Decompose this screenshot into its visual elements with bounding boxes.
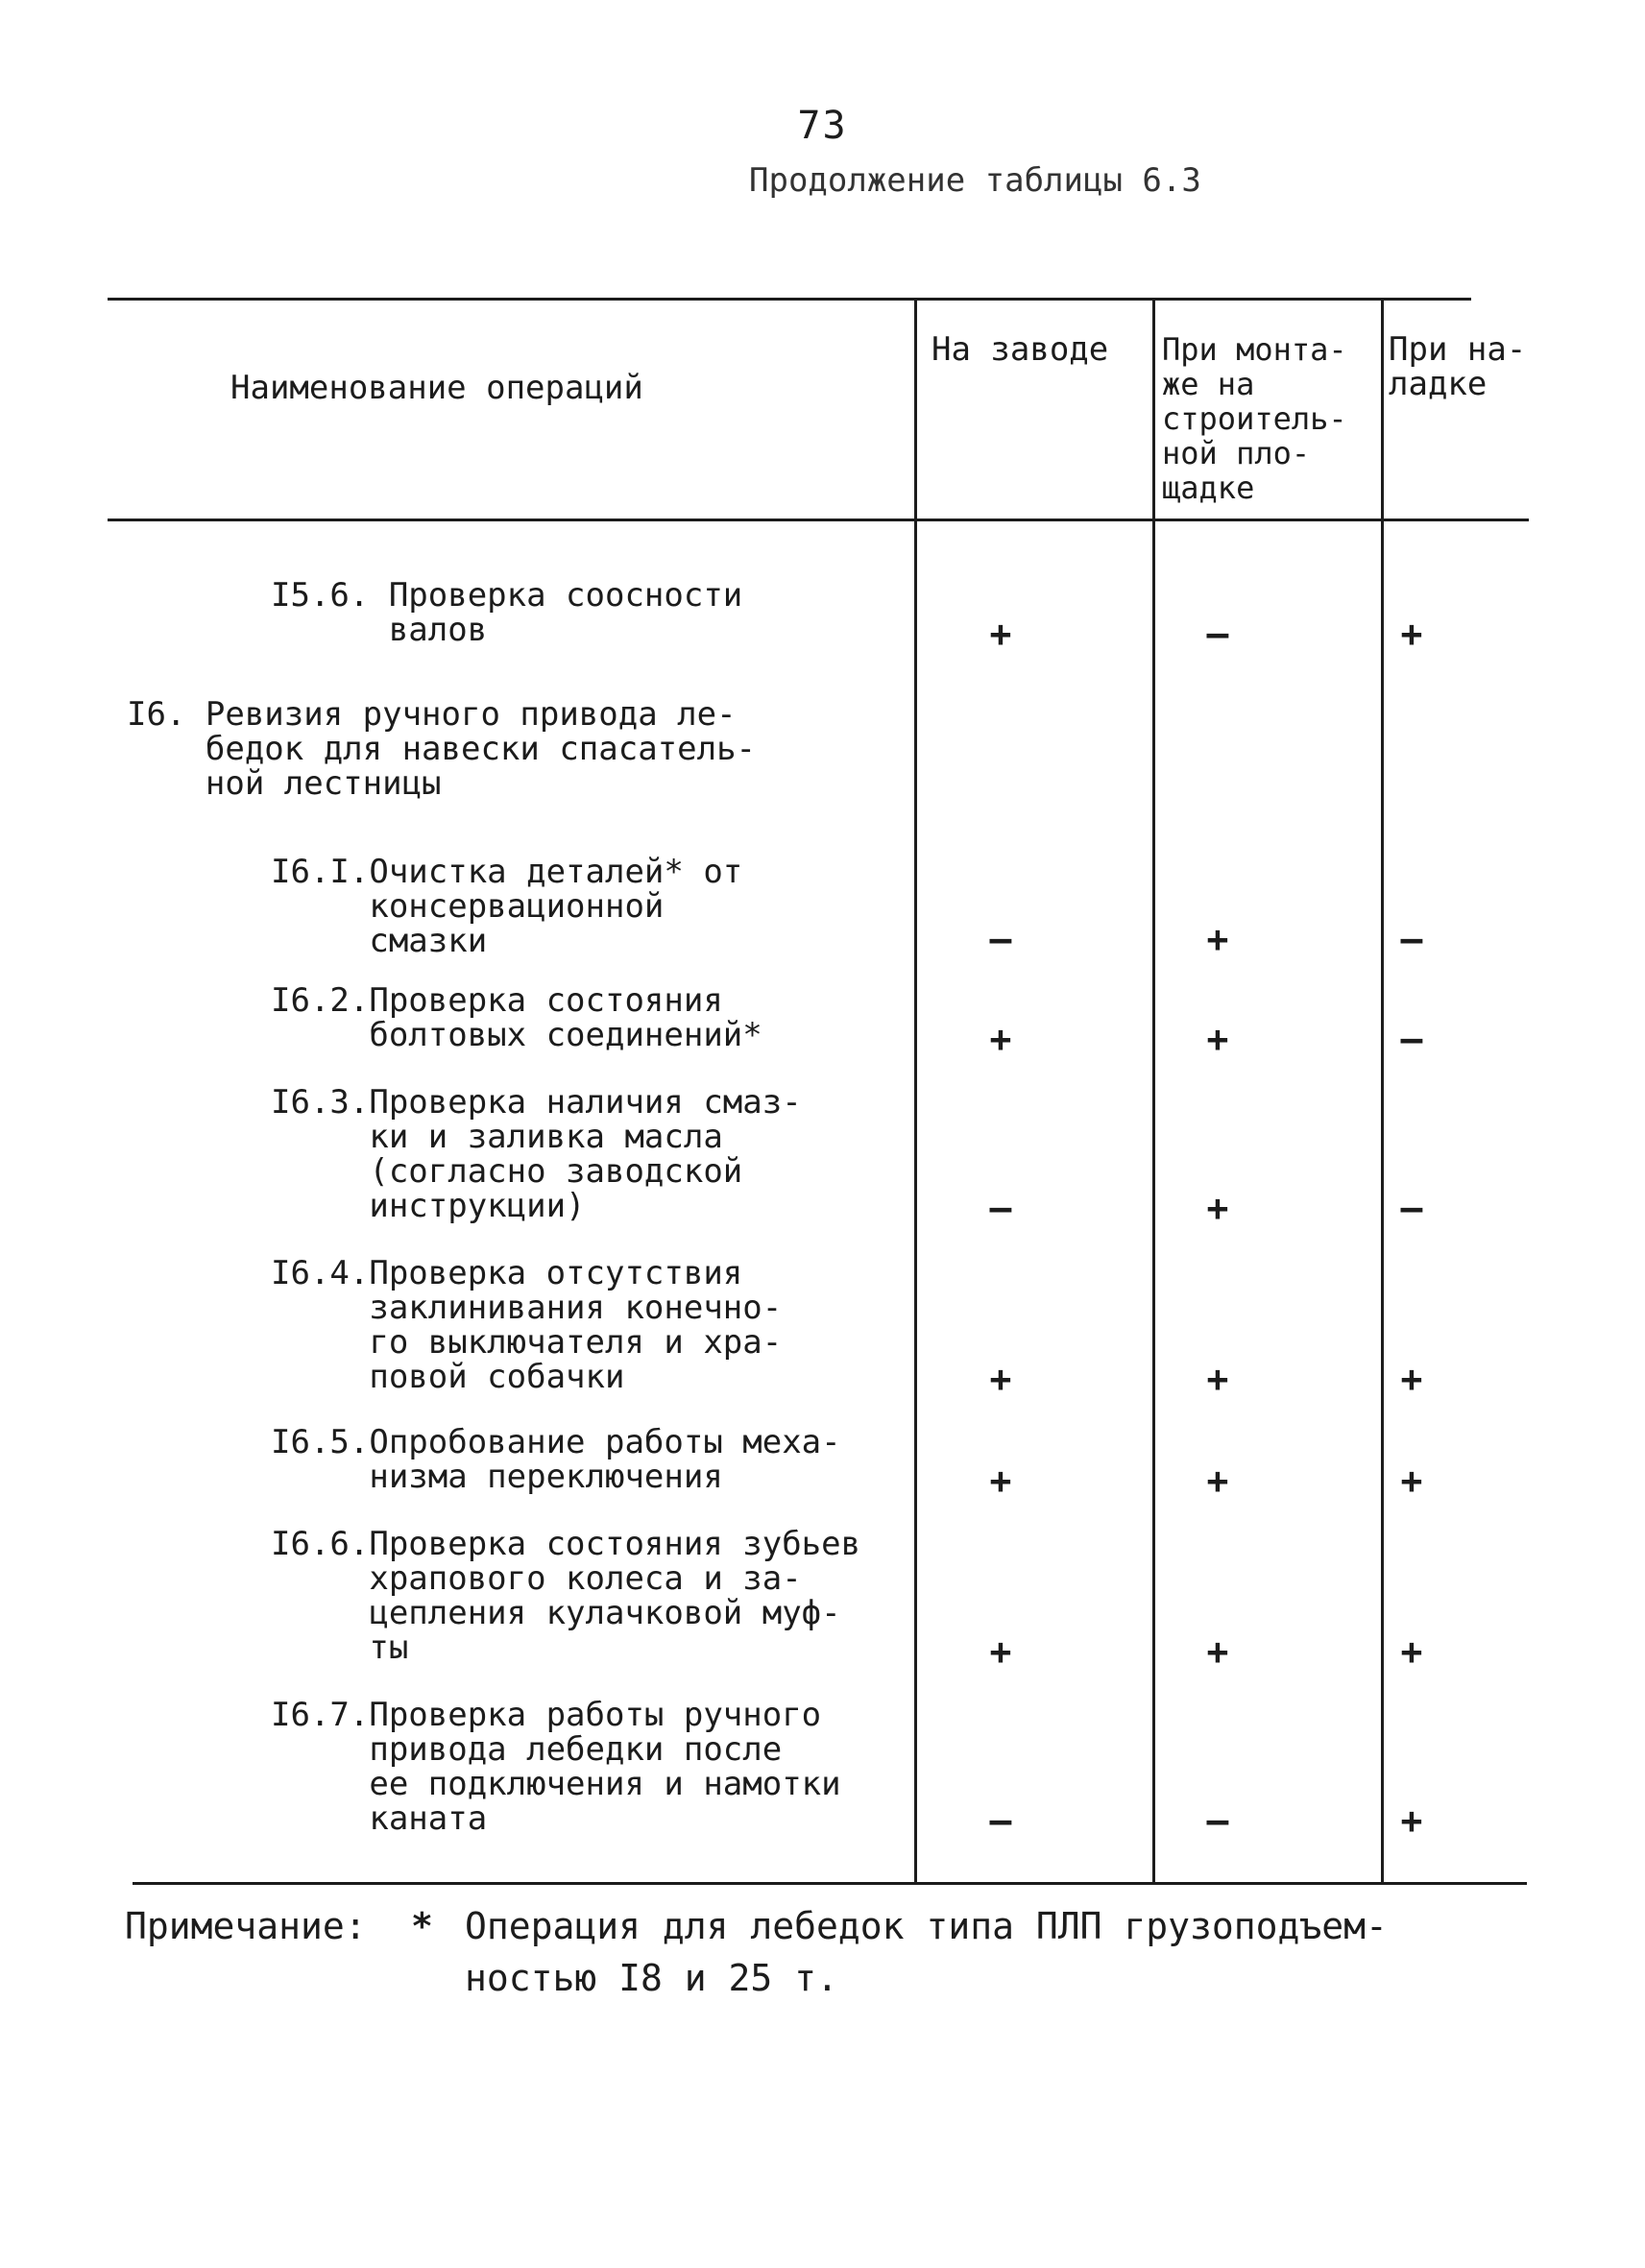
operation-text: I6. Ревизия ручного привода ле- бедок для навески спасатель- ной лестницы [127, 695, 757, 803]
operation-text: I6.6.Проверка состояния зубьев храпового колеса и за- цепления кулачковой муф- ты [271, 1525, 861, 1667]
mark-site: + [1206, 1358, 1229, 1400]
mark-factory: + [989, 1358, 1012, 1400]
mark-site: + [1206, 1187, 1229, 1229]
header-operation-name: Наименование операций [230, 369, 643, 407]
note-text-line-2: ностью I8 и 25 т. [465, 1957, 838, 1999]
mark-factory: + [989, 1630, 1012, 1673]
mark-setup: + [1400, 1358, 1423, 1400]
table-bottom-rule [133, 1882, 1527, 1885]
header-at-setup: При на- ладке [1389, 330, 1527, 403]
mark-factory: – [989, 1799, 1012, 1842]
mark-setup: + [1400, 1630, 1423, 1673]
header-bottom-rule [108, 519, 1529, 521]
operation-text: I6.I.Очистка деталей* от консервационной смазки [271, 853, 743, 960]
note-footnote-mark: * [411, 1905, 433, 1947]
header-at-site: При монта- же на строитель- ной пло- щадке [1162, 331, 1347, 506]
mark-factory: – [989, 1187, 1012, 1229]
mark-site: + [1206, 1630, 1229, 1673]
operation-text: I6.7.Проверка работы ручного привода лебедки после ее подключения и намотки каната [271, 1696, 841, 1838]
operation-text: I6.5.Опробование работы меха- низма переключения [271, 1423, 841, 1496]
note-label: Примечание: [125, 1905, 367, 1947]
mark-factory: + [989, 1460, 1012, 1502]
page-number: 73 [797, 104, 848, 148]
mark-setup: + [1400, 1460, 1423, 1502]
mark-setup: – [1400, 918, 1423, 960]
table-caption: Продолжение таблицы 6.3 [749, 161, 1201, 200]
mark-factory: + [989, 1018, 1012, 1060]
mark-site: – [1206, 613, 1229, 655]
mark-site: + [1206, 918, 1229, 960]
mark-setup: + [1400, 1799, 1423, 1842]
header-at-factory: На заводе [931, 330, 1109, 369]
mark-setup: – [1400, 1018, 1423, 1060]
column-divider-2 [1152, 298, 1155, 1882]
mark-setup: + [1400, 613, 1423, 655]
operation-text: I6.2.Проверка состояния болтовых соединений* [271, 981, 762, 1054]
table-top-rule [108, 298, 1471, 301]
operation-text: I6.3.Проверка наличия смаз- ки и заливка масла (согласно заводской инструкции) [271, 1083, 802, 1225]
mark-site: – [1206, 1799, 1229, 1842]
mark-setup: – [1400, 1187, 1423, 1229]
operation-text: I6.4.Проверка отсутствия заклинивания конечно- го выключателя и хра- повой собачки [271, 1254, 783, 1396]
mark-site: + [1206, 1460, 1229, 1502]
mark-factory: + [989, 613, 1012, 655]
mark-site: + [1206, 1018, 1229, 1060]
column-divider-1 [914, 298, 917, 1882]
note-text-line-1: Операция для лебедок типа ПЛП грузоподъем- [465, 1905, 1388, 1947]
mark-factory: – [989, 918, 1012, 960]
operation-text: I5.6. Проверка соосности валов [271, 576, 743, 649]
